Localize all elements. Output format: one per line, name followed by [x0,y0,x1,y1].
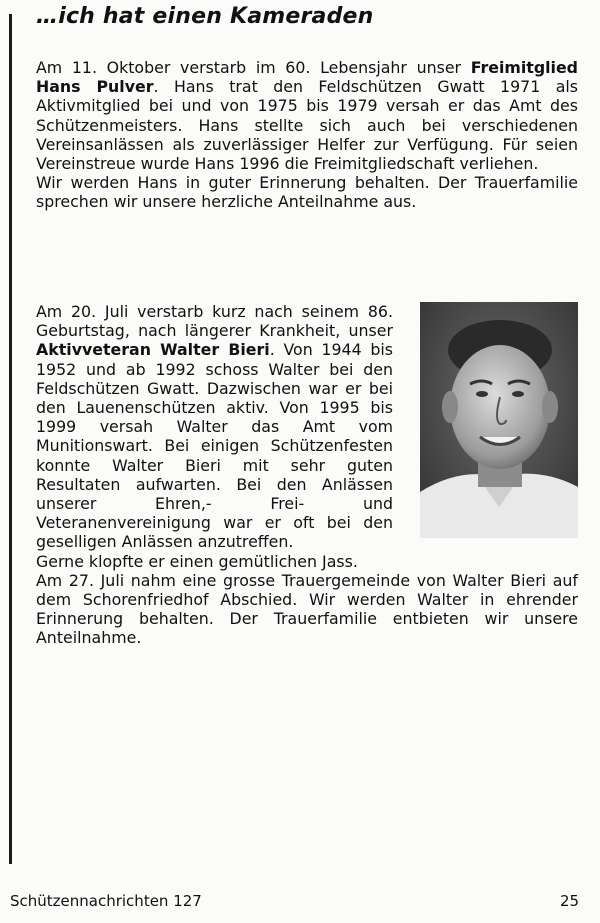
obituary-paragraph [36,302,393,552]
text: . Von 1944 bis 1952 und ab 1992 schoss Walter bei den Feldschützen Gwatt. Dazwischen war er bei den Lauenenschützen aktiv. Von 1995 bis 1999 versah Walter das Amt vom Munitionswart. Bei einigen Schützenfesten konnte Walter Bieri mit sehr guten Resultaten aufwarten. Bei den Anlässen unserer Ehren,- Frei- und Veteranenvereinigung war er oft bei den geselligen Anlässen anzutreffen. [36,340,393,552]
obituary-closing: Wir werden Hans in guter Erinnerung behalten. Der Trauerfamilie sprechen wir unsere herzliche Anteilnahme aus. [36,173,578,212]
page-number: 25 [560,892,580,910]
text: . Hans trat den Feldschützen Gwatt 1971 als Aktivmitglied bei und von 1975 bis 1979 versah er das Amt des Schützenmeisters. Hans stellte sich auch bei verschiedenen Vereinsanlässen als zuverlässiger Helfer zur Verfügung. Für seien Vereinstreue wurde Hans 1996 die Freimitgliedschaft verliehen. [36,77,578,174]
margin-rule [9,14,12,864]
text: Am 20. Juli verstarb kurz nach seinem 86. Geburtstag, nach längerer Krankheit, unser [36,302,393,341]
name-highlight: Freimitglied Hans Pulver [36,58,578,97]
name-highlight: Aktivveteran Walter Bieri [36,340,270,360]
obituary-closing: Am 27. Juli nahm eine grosse Trauergemeinde von Walter Bieri auf dem Schorenfriedhof Abschied. Wir werden Walter in ehrender Erinnerung behalten. Der Trauerfamilie entbieten wir unsere Anteilnahme. [36,570,578,648]
obituary-paragraph [36,58,578,173]
text: Am 11. Oktober verstarb im 60. Lebensjahr unser [36,58,471,77]
obituary-walter-bieri [36,302,578,648]
page-title: …ich hat einen Kameraden [36,4,374,29]
obituary-line: Gerne klopfte er einen gemütlichen Jass. [36,551,358,571]
obituary-hans-pulver [36,58,578,212]
publication-name: Schützennachrichten 127 [10,892,202,910]
